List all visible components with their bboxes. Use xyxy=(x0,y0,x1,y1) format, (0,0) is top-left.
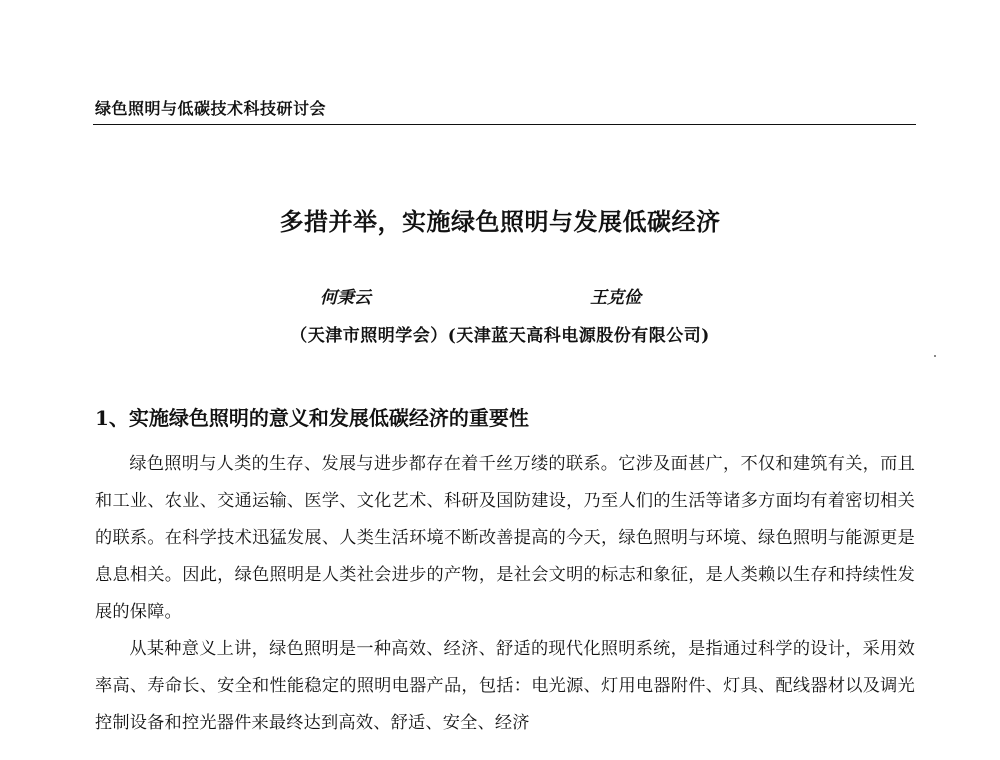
paragraph-2: 从某种意义上讲，绿色照明是一种高效、经济、舒适的现代化照明系统，是指通过科学的设计，采用效率高、寿命长、安全和性能稳定的照明电器产品，包括：电光源、灯用电器附件、灯具、配线器材以及调光控制设备和控光器件来最终达到高效、舒适、安全、经济 xyxy=(95,639,915,733)
paragraph-1: 绿色照明与人类的生存、发展与进步都存在着千丝万缕的联系。它涉及面甚广，不仅和建筑有关，而且和工业、农业、交通运输、医学、文化艺术、科研及国防建设，乃至人们的生活等诸多方面均有着密切相关的联系。在科学技术迅猛发展、人类生活环境不断改善提高的今天，绿色照明与环境、绿色照明与能源更是息息相关。因此，绿色照明是人类社会进步的产物，是社会文明的标志和象征，是人类赖以生存和持续性发展的保障。 xyxy=(95,454,915,622)
affiliations: （天津市照明学会）(天津蓝天高科电源股份有限公司) xyxy=(290,326,710,346)
paper-title: 多措并举，实施绿色照明与发展低碳经济 xyxy=(279,208,721,236)
section-heading: 1、实施绿色照明的意义和发展低碳经济的重要性 xyxy=(95,406,529,430)
header-rule xyxy=(93,124,916,125)
running-header: 绿色照明与低碳技术科技研讨会 xyxy=(95,99,327,118)
scan-speck xyxy=(934,355,936,357)
body-text xyxy=(95,446,915,742)
author-1: 何秉云 xyxy=(320,288,371,308)
author-2: 王克俭 xyxy=(590,288,641,308)
